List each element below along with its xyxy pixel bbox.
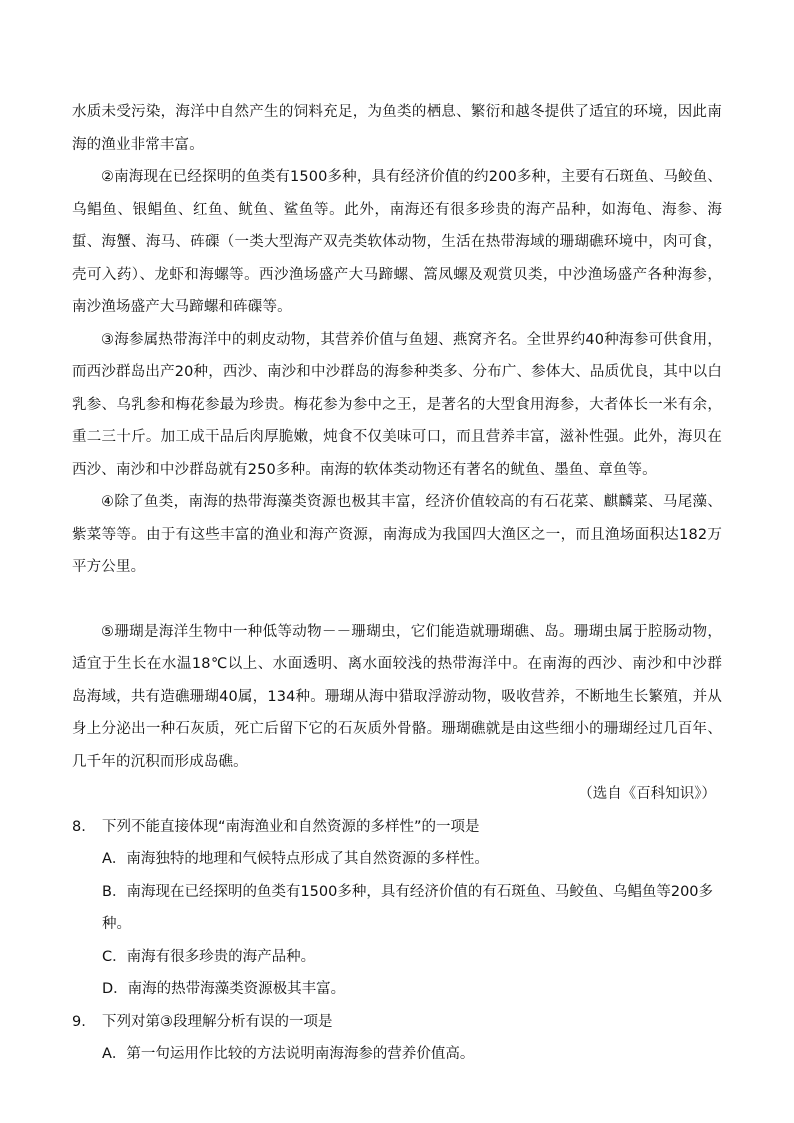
question-stem [72,1006,722,1039]
option-a: A．南海独特的地理和气候特点形成了其自然资源的多样性。 [102,851,489,867]
paragraph-gap [72,584,722,616]
document-page [72,96,722,1071]
passage-paragraph-2: ②南海现在已经探明的鱼类有1500多种，具有经济价值的约200多种，主要有石斑鱼、马鲛鱼、乌鲳鱼、银鲳鱼、红鱼、鱿鱼、鲨鱼等。此外，南海还有很多珍贵的海产品种，如海龟、海参、海蜇、海蟹、海马、砗磲（一类大型海产双壳类软体动物，生活在热带海域的珊瑚礁环境中，肉可食，壳可入药）、龙虾和海螺等。西沙渔场盛产大马蹄螺、篙凤螺及观赏贝类，中沙渔场盛产各种海参，南沙渔场盛产大马蹄螺和砗磲等。 [72,169,722,315]
question-text: 下列不能直接体现“南海渔业和自然资源的多样性”的一项是 [102,818,480,835]
passage-paragraph-3: ③海参属热带海洋中的刺皮动物，其营养价值与鱼翅、燕窝齐名。全世界约40种海参可供食用，而西沙群岛出产20种，西沙、南沙和中沙群岛的海参种类多、分布广、参体大、品质优良，其中以白乳参、乌乳参和梅花参最为珍贵。梅花参为参中之王，是著名的大型食用海参，大者体长一米有余，重二三十斤。加工成干品后肉厚脆嫩，炖食不仅美味可口，而且营养丰富，滋补性强。此外，海贝在西沙、南沙和中沙群岛就有250多种。南海的软体类动物还有著名的鱿鱼、墨鱼、章鱼等。 [72,331,722,478]
option-d: D．南海的热带海藻类资源极其丰富。 [102,981,346,997]
passage-paragraph-intro: 水质未受污染，海洋中自然产生的饲料充足，为鱼类的栖息、繁衍和越冬提供了适宜的环境，因此南海的渔业非常丰富。 [72,104,722,153]
option-c: C．南海有很多珍贵的海产品种。 [102,948,316,965]
question-number: 8. [72,818,86,835]
option-b: B．南海现在已经探明的鱼类有1500多种，具有经济价值的有石斑鱼、马鲛鱼、乌鲳鱼等200多种。 [102,883,714,932]
passage-source: （选自《百科知识》） [578,786,716,802]
question-9 [72,1006,722,1071]
question-stem [72,811,722,844]
option-a: A．第一句运用作比较的方法说明南海海参的营养价值高。 [102,1046,475,1062]
question-8 [72,811,722,1006]
passage-paragraph-4: ④除了鱼类，南海的热带海藻类资源也极其丰富，经济价值较高的有石花菜、麒麟菜、马尾藻、紫菜等等。由于有这些丰富的渔业和海产资源，南海成为我国四大渔区之一，而且渔场面积达182万平方公里。 [72,494,722,575]
question-number: 9. [72,1013,86,1030]
passage-paragraph-5: ⑤珊瑚是海洋生物中一种低等动物－－珊瑚虫，它们能造就珊瑚礁、岛。珊瑚虫属于腔肠动物，适宜于生长在水温18℃以上、水面透明、离水面较浅的热带海洋中。在南海的西沙、南沙和中沙群岛海域，共有造礁珊瑚40属，134种。珊瑚从海中猎取浮游动物，吸收营养，不断地生长繁殖，并从身上分泌出一种石灰质，死亡后留下它的石灰质外骨骼。珊瑚礁就是由这些细小的珊瑚经过几百年、几千年的沉积而形成岛礁。 [72,623,722,770]
question-text: 下列对第③段理解分析有误的一项是 [102,1013,333,1030]
